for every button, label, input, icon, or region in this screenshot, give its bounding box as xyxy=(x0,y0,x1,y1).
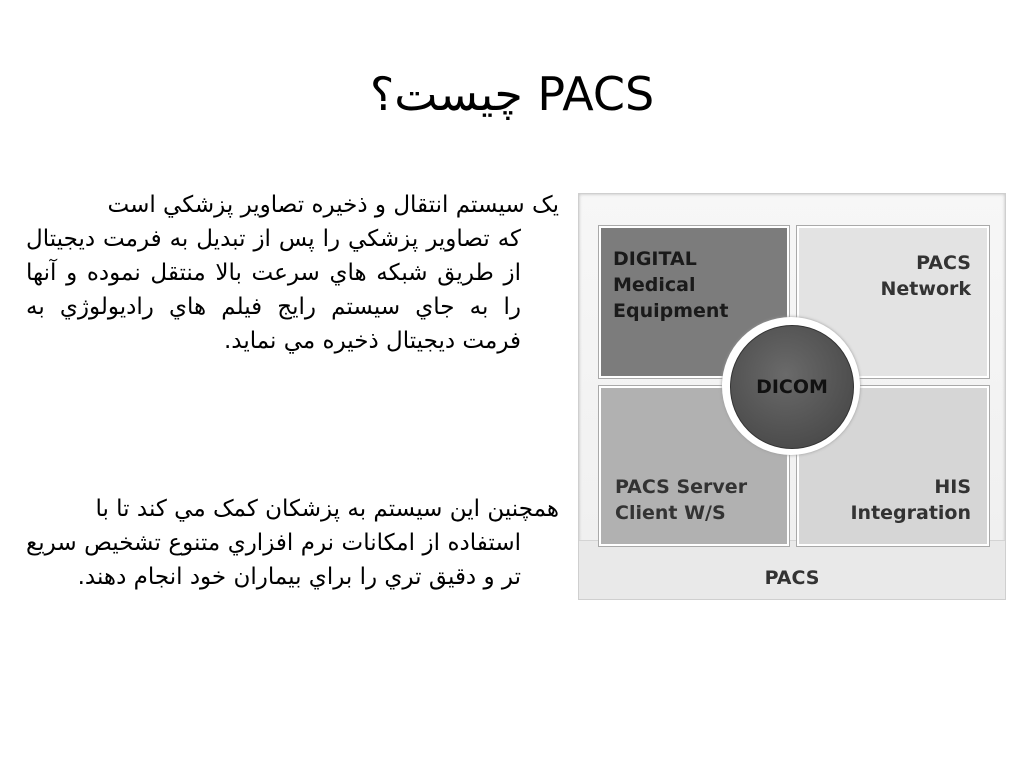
quadrant-label-line: PACS xyxy=(916,252,971,274)
quadrant-label-line: HIS xyxy=(934,476,971,498)
paragraph-definition-body: که تصاوير پزشکي را پس از تبديل به فرمت ديجيتال از طريق شبکه هاي سرعت بالا منتقل نموده و آنها را به جاي سيستم رايج فيلم هاي راديولوژي به فرمت ديجيتال ذخيره مي نمايد. xyxy=(26,226,521,354)
quadrant-label-line: Medical xyxy=(613,274,696,296)
quadrant-label-line: Network xyxy=(880,278,971,300)
paragraph-definition xyxy=(26,188,559,358)
pacs-diagram xyxy=(578,193,1006,600)
diagram-caption: PACS xyxy=(764,567,820,589)
quadrant-label-line: Integration xyxy=(850,502,971,524)
paragraph-definition-first-line: يک سيستم انتقال و ذخيره تصاوير پزشکي است xyxy=(107,192,559,218)
quadrant-label-line: DIGITAL xyxy=(613,248,697,270)
paragraph-benefits xyxy=(26,492,559,594)
paragraph-benefits-first-line: همچنين اين سيستم به پزشکان کمک مي کند تا با xyxy=(95,496,559,522)
paragraph-benefits-body: استفاده از امکانات نرم افزاري متنوع تشخيص سريع تر و دقيق تري را براي بيماران خود انجام دهند. xyxy=(26,530,521,590)
dicom-center: DICOM xyxy=(730,325,854,449)
quadrant-label-line: Client W/S xyxy=(615,502,726,524)
slide-title: PACS چيست؟ xyxy=(369,67,655,121)
quadrant-label-line: PACS Server xyxy=(615,476,748,498)
quadrant-label-line: Equipment xyxy=(613,300,729,322)
